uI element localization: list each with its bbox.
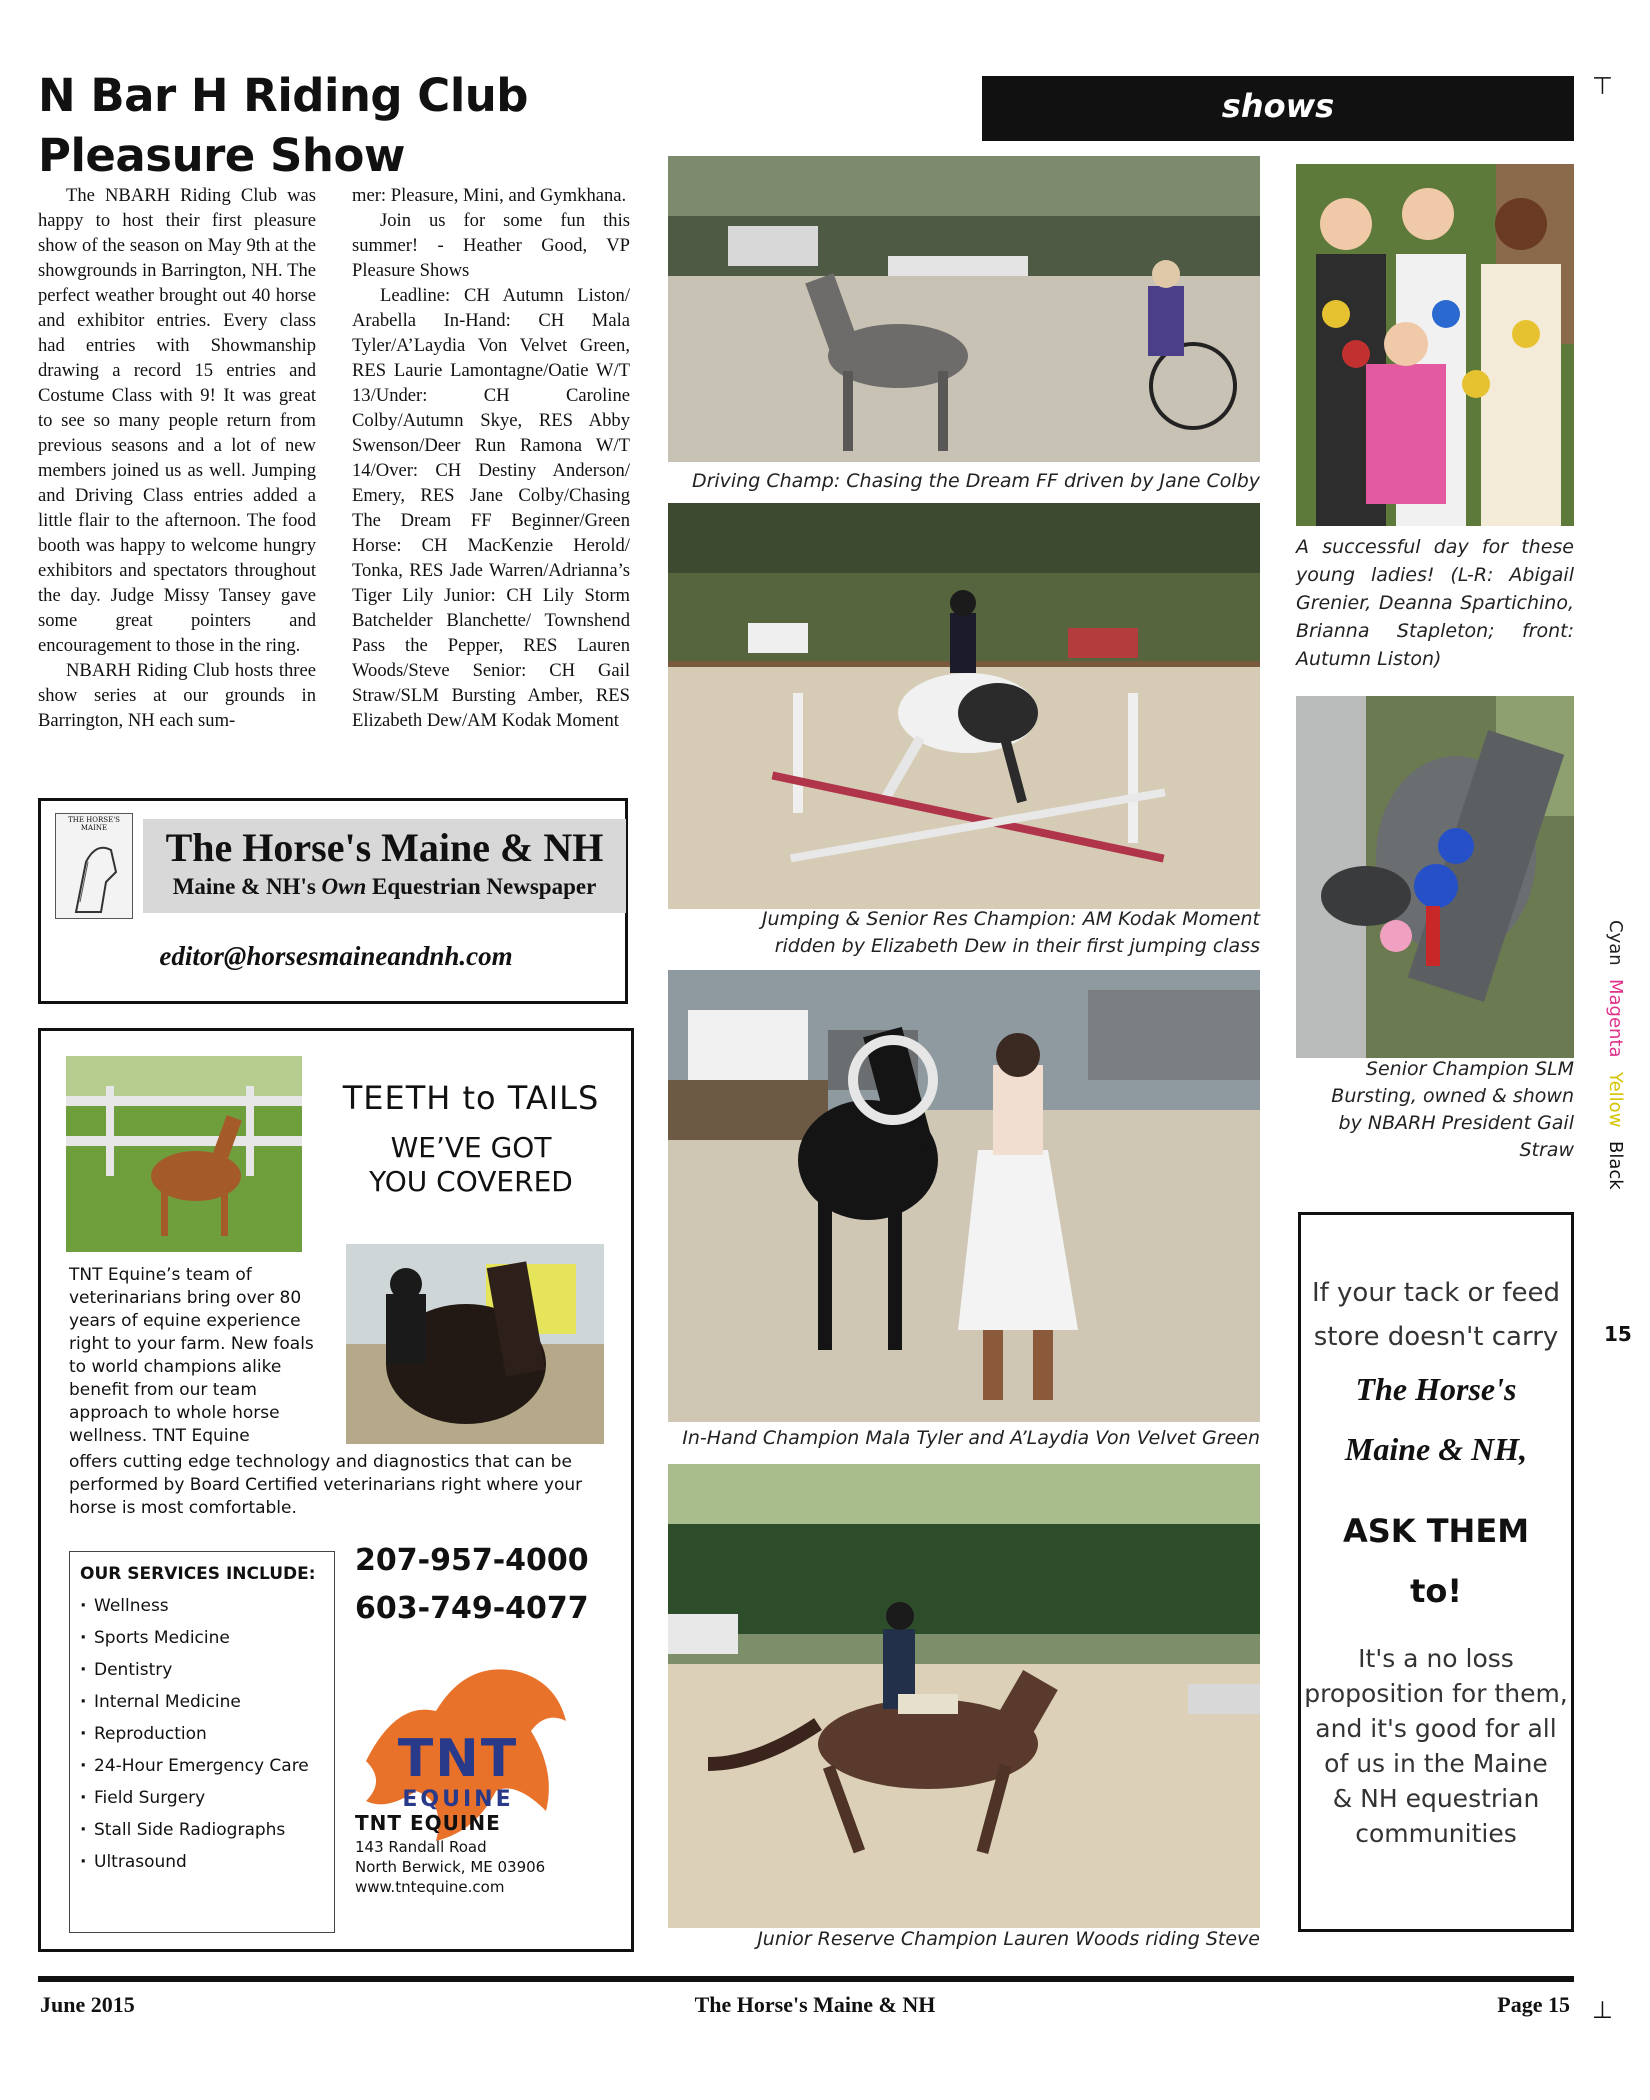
service-item: · Field Surgery (80, 1782, 324, 1814)
article-paragraph: NBARH Riding Club hosts three show series at our grounds in Barrington, NH each sum- (38, 660, 316, 731)
registration-yellow: Yellow (1605, 1071, 1626, 1128)
ask-line-2: store doesn't carry (1313, 1322, 1559, 1352)
caption-young-ladies: A successful day for these young ladies! (L-R: Abigail Grenier, Deanna Spartichino, Brianna Stapleton; front: Autumn Liston) (1296, 536, 1574, 670)
ask-line-11: & NH equestrian (1332, 1784, 1540, 1813)
photo-junior (668, 1464, 1260, 1928)
caption-jumping-line-2: ridden by Elizabeth Dew in their first jumping class (774, 935, 1260, 957)
newspaper-logo (55, 813, 133, 919)
footer-date: June 2015 (40, 1992, 135, 2017)
tnt-logo-text: TNT (397, 1729, 519, 1789)
photo-driving-champ (668, 156, 1260, 462)
ask-line-7: It's a no loss (1358, 1644, 1514, 1673)
article-title-line-1: N Bar H Riding Club (38, 69, 529, 122)
ask-them-box (1298, 1212, 1574, 1932)
section-label: shows (982, 76, 1574, 141)
registration-marks (1605, 920, 1626, 1190)
footer-rule (38, 1976, 1574, 1982)
ask-line-3: The Horse's (1355, 1371, 1517, 1407)
company-address (355, 1837, 545, 1897)
newspaper-logo-text: THE HORSE'S MAINE (68, 816, 120, 832)
services-title: OUR SERVICES INCLUDE: (80, 1564, 316, 1584)
service-item: · 24-Hour Emergency Care (80, 1750, 324, 1782)
caption-inhand: In-Hand Champion Mala Tyler and A’Laydia Von Velvet Green (682, 1427, 1260, 1449)
address-line-1: 143 Randall Road (355, 1838, 487, 1856)
ask-line-1: If your tack or feed (1311, 1278, 1561, 1308)
crop-mark-top: ⊤ (1592, 72, 1613, 100)
ask-line-6: to! (1410, 1572, 1462, 1610)
article-paragraph: mer: Pleasure, Mini, and Gymkhana. (352, 185, 627, 206)
photo-inhand (668, 970, 1260, 1422)
horses-maine-ad (38, 798, 628, 1004)
tnt-logo-equine: EQUINE (402, 1787, 514, 1812)
horse-head-icon (56, 832, 134, 922)
tnt-body-wide: offers cutting edge technology and diagnostics that can be performed by Board Certified veterinarians right where your horse is most comfortable. (69, 1452, 583, 1518)
article-column-2 (352, 183, 630, 733)
caption-senior-line-3: by NBARH President Gail (1338, 1112, 1574, 1134)
caption-senior-line-2: Bursting, owned & shown (1331, 1085, 1574, 1107)
photo-young-ladies (1296, 164, 1574, 526)
ask-line-12: communities (1355, 1819, 1517, 1848)
tnt-tagline-line-2: YOU COVERED (369, 1165, 573, 1198)
registration-magenta: Magenta (1605, 979, 1626, 1058)
service-item: · Dentistry (80, 1654, 324, 1686)
registration-cyan: Cyan (1605, 920, 1626, 966)
ask-line-4: Maine & NH, (1344, 1431, 1528, 1467)
caption-senior-line-4: Straw (1519, 1139, 1574, 1161)
service-item: · Stall Side Radiographs (80, 1814, 324, 1846)
photo-jumping (668, 503, 1260, 909)
footer-page: Page 15 (1497, 1992, 1570, 2017)
service-item: · Ultrasound (80, 1846, 324, 1878)
service-item: · Internal Medicine (80, 1686, 324, 1718)
horses-maine-banner (143, 819, 626, 913)
crop-mark-bottom: ⊥ (1592, 1996, 1613, 2024)
tnt-tagline (321, 1131, 621, 1199)
service-item: · Sports Medicine (80, 1622, 324, 1654)
side-page-number: 15 (1604, 1322, 1632, 1346)
article-title-line-2: Pleasure Show (38, 129, 405, 182)
tnt-body-narrow: TNT Equine’s team of veterinarians bring over 80 years of equine experience right to your farm. New foals to world champions alike benefit from our team approach to whole horse wellness. TNT Equine (69, 1265, 314, 1446)
services-list (69, 1551, 335, 1933)
ask-line-9: and it's good for all (1315, 1714, 1557, 1743)
caption-junior: Junior Reserve Champion Lauren Woods riding Steve (757, 1928, 1260, 1950)
ask-line-10: of us in the Maine (1324, 1749, 1548, 1778)
phone-number-2[interactable]: 603-749-4077 (355, 1591, 589, 1626)
registration-black: Black (1605, 1140, 1626, 1190)
phone-number-1[interactable]: 207-957-4000 (355, 1543, 589, 1578)
article-paragraph: The NBARH Riding Club was happy to host their first pleasure show of the season on May 9th at the showgrounds in Barrington, NH. The perfect weather brought out 40 horse and exhibitor entries. Every class had entries with Showmanship drawing a record 15 entries and Costume Class with 9! It was great to see so many people return from previous seasons and a lot of new members joined us as well. Jumping and Driving Class entries added a little flair to the afternoon. The food booth was happy to welcome hungry exhibitors and spectators throughout the day. Judge Missy Tansey gave some great pointers and encouragement to those in the ring. (38, 185, 316, 656)
article-paragraph: Join us for some fun this summer! - Heather Good, VP Pleasure Shows (352, 210, 630, 281)
article-column-1 (38, 183, 316, 733)
article-results: Leadline: CH Autumn Liston/ Arabella In-Hand: CH Mala Tyler/A’Laydia Von Velvet Green, RES Laurie Lamontagne/Oatie W/T 13/Under: CH Caroline Colby/Autumn Skye, RES Abby Swenson/Deer Run Ramona W/T 14/Over: CH Destiny Anderson/ Emery, RES Jane Colby/Chasing The Dream FF Beginner/Green Horse: CH MacKenzie Herold/ Tonka, RES Jade Warren/Adrianna’s Tiger Lily Junior: CH Lily Storm Batchelder Blanchette/ Townshend Pass the Pepper, RES Lauren Woods/Steve Senior: CH Gail Straw/SLM Bursting Amber, RES Elizabeth Dew/AM Kodak Moment (352, 285, 630, 731)
photo-dressage-horse (346, 1244, 604, 1444)
ask-line-8: proposition for them, (1304, 1679, 1568, 1708)
tnt-headline: TEETH to TAILS (342, 1079, 600, 1117)
article-title (38, 66, 638, 186)
photo-senior-champion (1296, 696, 1574, 1058)
ask-line-5: ASK THEM (1342, 1512, 1530, 1550)
editor-email-link[interactable]: editor@horsesmaineandnh.com (159, 941, 513, 971)
service-item: · Wellness (80, 1590, 324, 1622)
horses-maine-title: The Horse's Maine & NH (165, 825, 604, 870)
caption-driving: Driving Champ: Chasing the Dream FF driven by Jane Colby (691, 470, 1260, 492)
website-link[interactable]: www.tntequine.com (355, 1878, 505, 1896)
caption-senior-line-1: Senior Champion SLM (1365, 1058, 1574, 1080)
address-line-2: North Berwick, ME 03906 (355, 1858, 546, 1876)
photo-foal (66, 1056, 302, 1252)
company-name: TNT EQUINE (355, 1811, 501, 1835)
tnt-equine-ad (38, 1028, 634, 1952)
service-item: · Reproduction (80, 1718, 324, 1750)
horses-maine-subtitle: Maine & NH's Own Equestrian Newspaper (172, 874, 597, 899)
caption-jumping-line-1: Jumping & Senior Res Champion: AM Kodak Moment (761, 908, 1260, 930)
tnt-tagline-line-1: WE’VE GOT (390, 1131, 552, 1164)
footer-publication: The Horse's Maine & NH (694, 1992, 936, 2017)
